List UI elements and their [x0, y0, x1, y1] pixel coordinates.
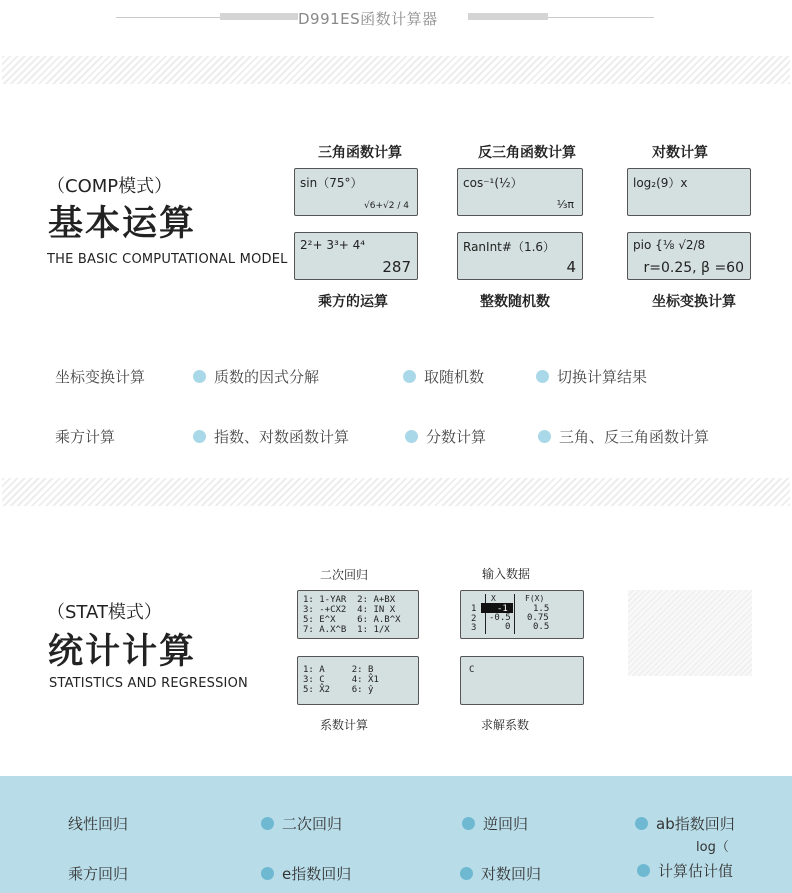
stat-section-subtitle: STATISTICS AND REGRESSION	[49, 676, 248, 691]
bullet-icon	[261, 867, 274, 880]
feature-ab-exp-regression	[635, 813, 735, 834]
screen-solve-coefficient-text: C	[469, 665, 475, 675]
log-note: log（	[696, 840, 729, 855]
label-input-data: 输入数据	[482, 567, 531, 581]
placeholder-pattern	[628, 590, 752, 676]
header-right-bar	[468, 13, 548, 20]
comp-section-subtitle: THE BASIC COMPUTATIONAL MODEL	[47, 252, 288, 267]
screen-random-int	[457, 232, 583, 280]
screen-solve-coefficient	[460, 656, 584, 705]
screen-trig-expr: sin（75°）	[300, 176, 363, 190]
feature-quadratic-regression	[261, 813, 342, 834]
screen-coordinate	[627, 232, 751, 280]
feature-power: 乘方计算	[55, 428, 116, 446]
screen-trig-result: √6+√2 / 4	[364, 201, 409, 211]
screen-log	[627, 168, 751, 216]
table-cell-x: -0.5	[489, 613, 511, 623]
table-row-index: 3	[471, 623, 477, 633]
header-right-line	[548, 17, 654, 18]
feature-quadratic-regression-label: 二次回归	[282, 815, 343, 833]
label-power: 乘方的运算	[318, 294, 388, 310]
screen-power	[294, 232, 418, 280]
feature-trig-label: 三角、反三角函数计算	[559, 428, 710, 446]
feature-switch-result-label: 切换计算结果	[557, 368, 648, 386]
bullet-icon	[637, 864, 650, 877]
screen-power-result: 287	[382, 258, 411, 276]
screen-log-expr: log₂(9）x	[633, 176, 688, 190]
feature-exp-log	[193, 426, 349, 447]
bullet-icon	[405, 430, 418, 443]
bullet-icon	[403, 370, 416, 383]
stat-section-title: 统计计算	[48, 632, 197, 672]
header-left-bar	[220, 13, 298, 20]
feature-coordinate: 坐标变换计算	[55, 368, 146, 386]
screen-regression-menu-text: 1: 1-YAR 2: A+BX 3: -+CX2 4: IN X 5: E^X 6: A.B^X 7: A.X^B 1: 1/X	[303, 595, 401, 635]
table-row-index: 1	[471, 604, 477, 614]
bullet-icon	[635, 817, 648, 830]
screen-data-table	[460, 590, 584, 639]
screen-coefficient-menu-text: 1: A 2: B 3: C 4: X̂1 5: X̂2 6: ŷ	[303, 665, 379, 695]
bullet-icon	[462, 817, 475, 830]
screen-regression-menu	[297, 590, 419, 639]
feature-fraction	[405, 426, 486, 447]
screen-inverse-trig-expr: cos⁻¹(½）	[463, 176, 523, 190]
screen-random-int-expr: RanInt#（1.6）	[463, 240, 556, 254]
table-header-x: X	[491, 594, 496, 603]
feature-random	[403, 366, 484, 387]
screen-trig	[294, 168, 418, 216]
divider-stripe-1	[2, 56, 790, 84]
feature-log-regression	[460, 863, 541, 884]
label-quadratic-regression: 二次回归	[320, 568, 369, 582]
feature-ab-exp-regression-label: ab指数回归	[656, 815, 735, 833]
comp-mode-label: （COMP模式）	[47, 176, 173, 197]
feature-log-regression-label: 对数回归	[481, 865, 542, 883]
table-divider	[514, 594, 515, 634]
label-coordinate: 坐标变换计算	[652, 294, 736, 310]
feature-prime-factor-label: 质数的因式分解	[214, 368, 320, 386]
label-trig: 三角函数计算	[318, 145, 402, 161]
feature-linear-regression: 线性回归	[68, 815, 129, 833]
regression-features-band	[0, 776, 792, 893]
screen-coordinate-expr: pio {⅛ √2/8	[633, 238, 706, 252]
feature-inverse-regression-label: 逆回归	[483, 815, 529, 833]
feature-fraction-label: 分数计算	[426, 428, 487, 446]
screen-power-expr: 2²+ 3³+ 4⁴	[300, 238, 366, 252]
bullet-icon	[193, 370, 206, 383]
bullet-icon	[261, 817, 274, 830]
feature-trig	[538, 426, 709, 447]
feature-estimate	[637, 860, 733, 881]
screen-random-int-result: 4	[566, 258, 576, 276]
table-divider	[485, 594, 486, 634]
table-cell-x: 0	[505, 622, 511, 632]
table-cell-fx: 1.5	[533, 604, 550, 614]
feature-switch-result	[536, 366, 647, 387]
divider-stripe-2	[2, 478, 790, 506]
feature-inverse-regression	[462, 813, 528, 834]
label-random-int: 整数随机数	[480, 294, 550, 310]
screen-inverse-trig-result: ⅓π	[556, 198, 574, 211]
label-solve-coefficient: 求解系数	[481, 718, 530, 732]
screen-inverse-trig	[457, 168, 583, 216]
table-cell-x: -1	[497, 604, 508, 614]
table-header-fx: F(X)	[525, 594, 545, 603]
feature-random-label: 取随机数	[424, 368, 485, 386]
label-inverse-trig: 反三角函数计算	[478, 145, 576, 161]
page-title: D991ES函数计算器	[298, 10, 438, 28]
screen-coordinate-result: r=0.25, β =60	[643, 260, 744, 276]
bullet-icon	[460, 867, 473, 880]
label-coefficient: 系数计算	[320, 718, 369, 732]
stat-mode-label: （STAT模式）	[47, 602, 162, 623]
feature-estimate-label: 计算估计值	[658, 862, 734, 880]
table-cell-fx: 0.5	[533, 622, 550, 632]
bullet-icon	[536, 370, 549, 383]
bullet-icon	[193, 430, 206, 443]
table-row-index: 2	[471, 614, 477, 624]
feature-e-exp-regression-label: e指数回归	[282, 865, 352, 883]
table-cell-fx: 0.75	[527, 613, 549, 623]
feature-exp-log-label: 指数、对数函数计算	[214, 428, 350, 446]
feature-power-regression: 乘方回归	[68, 865, 129, 883]
feature-prime-factor	[193, 366, 319, 387]
comp-section-title: 基本运算	[48, 204, 197, 244]
feature-e-exp-regression	[261, 863, 351, 884]
bullet-icon	[538, 430, 551, 443]
label-log: 对数计算	[652, 145, 708, 161]
screen-coefficient-menu	[297, 656, 419, 705]
